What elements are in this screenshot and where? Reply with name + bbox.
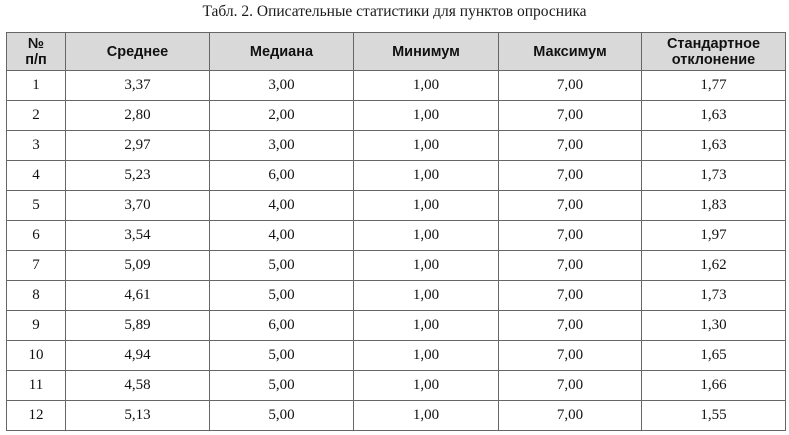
- median-cell: 4,00: [210, 191, 354, 221]
- maximum-cell: 7,00: [499, 221, 642, 251]
- column-header-std-dev: Стандартное отклонение: [642, 33, 786, 71]
- mean-cell: 5,09: [66, 251, 210, 281]
- minimum-cell: 1,00: [354, 221, 499, 251]
- mean-cell: 3,37: [66, 71, 210, 101]
- std-dev-cell: 1,83: [642, 191, 786, 221]
- maximum-cell: 7,00: [499, 71, 642, 101]
- table-row: [7, 311, 786, 341]
- minimum-cell: 1,00: [354, 251, 499, 281]
- maximum-cell: 7,00: [499, 251, 642, 281]
- maximum-cell: 7,00: [499, 401, 642, 431]
- minimum-cell: 1,00: [354, 71, 499, 101]
- median-cell: 5,00: [210, 281, 354, 311]
- row-number-cell: 3: [7, 131, 66, 161]
- std-dev-cell: 1,62: [642, 251, 786, 281]
- table-row: [7, 341, 786, 371]
- table-row: [7, 191, 786, 221]
- median-cell: 6,00: [210, 311, 354, 341]
- mean-cell: 3,54: [66, 221, 210, 251]
- row-number-cell: 4: [7, 161, 66, 191]
- mean-cell: 3,70: [66, 191, 210, 221]
- table-header-row: [7, 33, 786, 71]
- row-number-cell: 2: [7, 101, 66, 131]
- table-row: [7, 281, 786, 311]
- minimum-cell: 1,00: [354, 371, 499, 401]
- std-dev-cell: 1,73: [642, 281, 786, 311]
- median-cell: 5,00: [210, 401, 354, 431]
- median-cell: 5,00: [210, 371, 354, 401]
- column-header-number: № п/п: [7, 33, 66, 71]
- std-dev-cell: 1,30: [642, 311, 786, 341]
- descriptive-stats-table: [6, 32, 786, 431]
- column-header-mean: Среднее: [66, 33, 210, 71]
- maximum-cell: 7,00: [499, 281, 642, 311]
- table-caption: Табл. 2. Описательные статистики для пунктов опросника: [202, 3, 587, 20]
- minimum-cell: 1,00: [354, 281, 499, 311]
- mean-cell: 4,94: [66, 341, 210, 371]
- table-row: [7, 371, 786, 401]
- row-number-cell: 12: [7, 401, 66, 431]
- std-dev-cell: 1,66: [642, 371, 786, 401]
- median-cell: 5,00: [210, 251, 354, 281]
- median-cell: 3,00: [210, 131, 354, 161]
- row-number-cell: 7: [7, 251, 66, 281]
- maximum-cell: 7,00: [499, 101, 642, 131]
- std-dev-cell: 1,55: [642, 401, 786, 431]
- std-dev-cell: 1,63: [642, 131, 786, 161]
- mean-cell: 4,61: [66, 281, 210, 311]
- maximum-cell: 7,00: [499, 341, 642, 371]
- minimum-cell: 1,00: [354, 341, 499, 371]
- row-number-cell: 6: [7, 221, 66, 251]
- mean-cell: 2,80: [66, 101, 210, 131]
- median-cell: 2,00: [210, 101, 354, 131]
- median-cell: 3,00: [210, 71, 354, 101]
- mean-cell: 5,89: [66, 311, 210, 341]
- table-row: [7, 131, 786, 161]
- table-row: [7, 71, 786, 101]
- mean-cell: 5,23: [66, 161, 210, 191]
- row-number-cell: 8: [7, 281, 66, 311]
- table-row: [7, 101, 786, 131]
- row-number-cell: 1: [7, 71, 66, 101]
- column-header-maximum: Максимум: [499, 33, 642, 71]
- maximum-cell: 7,00: [499, 371, 642, 401]
- maximum-cell: 7,00: [499, 131, 642, 161]
- minimum-cell: 1,00: [354, 131, 499, 161]
- column-header-median: Медиана: [210, 33, 354, 71]
- std-dev-cell: 1,77: [642, 71, 786, 101]
- minimum-cell: 1,00: [354, 311, 499, 341]
- maximum-cell: 7,00: [499, 161, 642, 191]
- std-dev-cell: 1,97: [642, 221, 786, 251]
- table-row: [7, 221, 786, 251]
- table-body: [7, 71, 786, 431]
- mean-cell: 2,97: [66, 131, 210, 161]
- minimum-cell: 1,00: [354, 161, 499, 191]
- mean-cell: 5,13: [66, 401, 210, 431]
- row-number-cell: 10: [7, 341, 66, 371]
- std-dev-cell: 1,65: [642, 341, 786, 371]
- median-cell: 5,00: [210, 341, 354, 371]
- mean-cell: 4,58: [66, 371, 210, 401]
- minimum-cell: 1,00: [354, 401, 499, 431]
- maximum-cell: 7,00: [499, 311, 642, 341]
- row-number-cell: 9: [7, 311, 66, 341]
- median-cell: 6,00: [210, 161, 354, 191]
- std-dev-cell: 1,63: [642, 101, 786, 131]
- row-number-cell: 5: [7, 191, 66, 221]
- row-number-cell: 11: [7, 371, 66, 401]
- table-row: [7, 401, 786, 431]
- maximum-cell: 7,00: [499, 191, 642, 221]
- table-row: [7, 161, 786, 191]
- median-cell: 4,00: [210, 221, 354, 251]
- column-header-minimum: Минимум: [354, 33, 499, 71]
- minimum-cell: 1,00: [354, 191, 499, 221]
- minimum-cell: 1,00: [354, 101, 499, 131]
- table-row: [7, 251, 786, 281]
- std-dev-cell: 1,73: [642, 161, 786, 191]
